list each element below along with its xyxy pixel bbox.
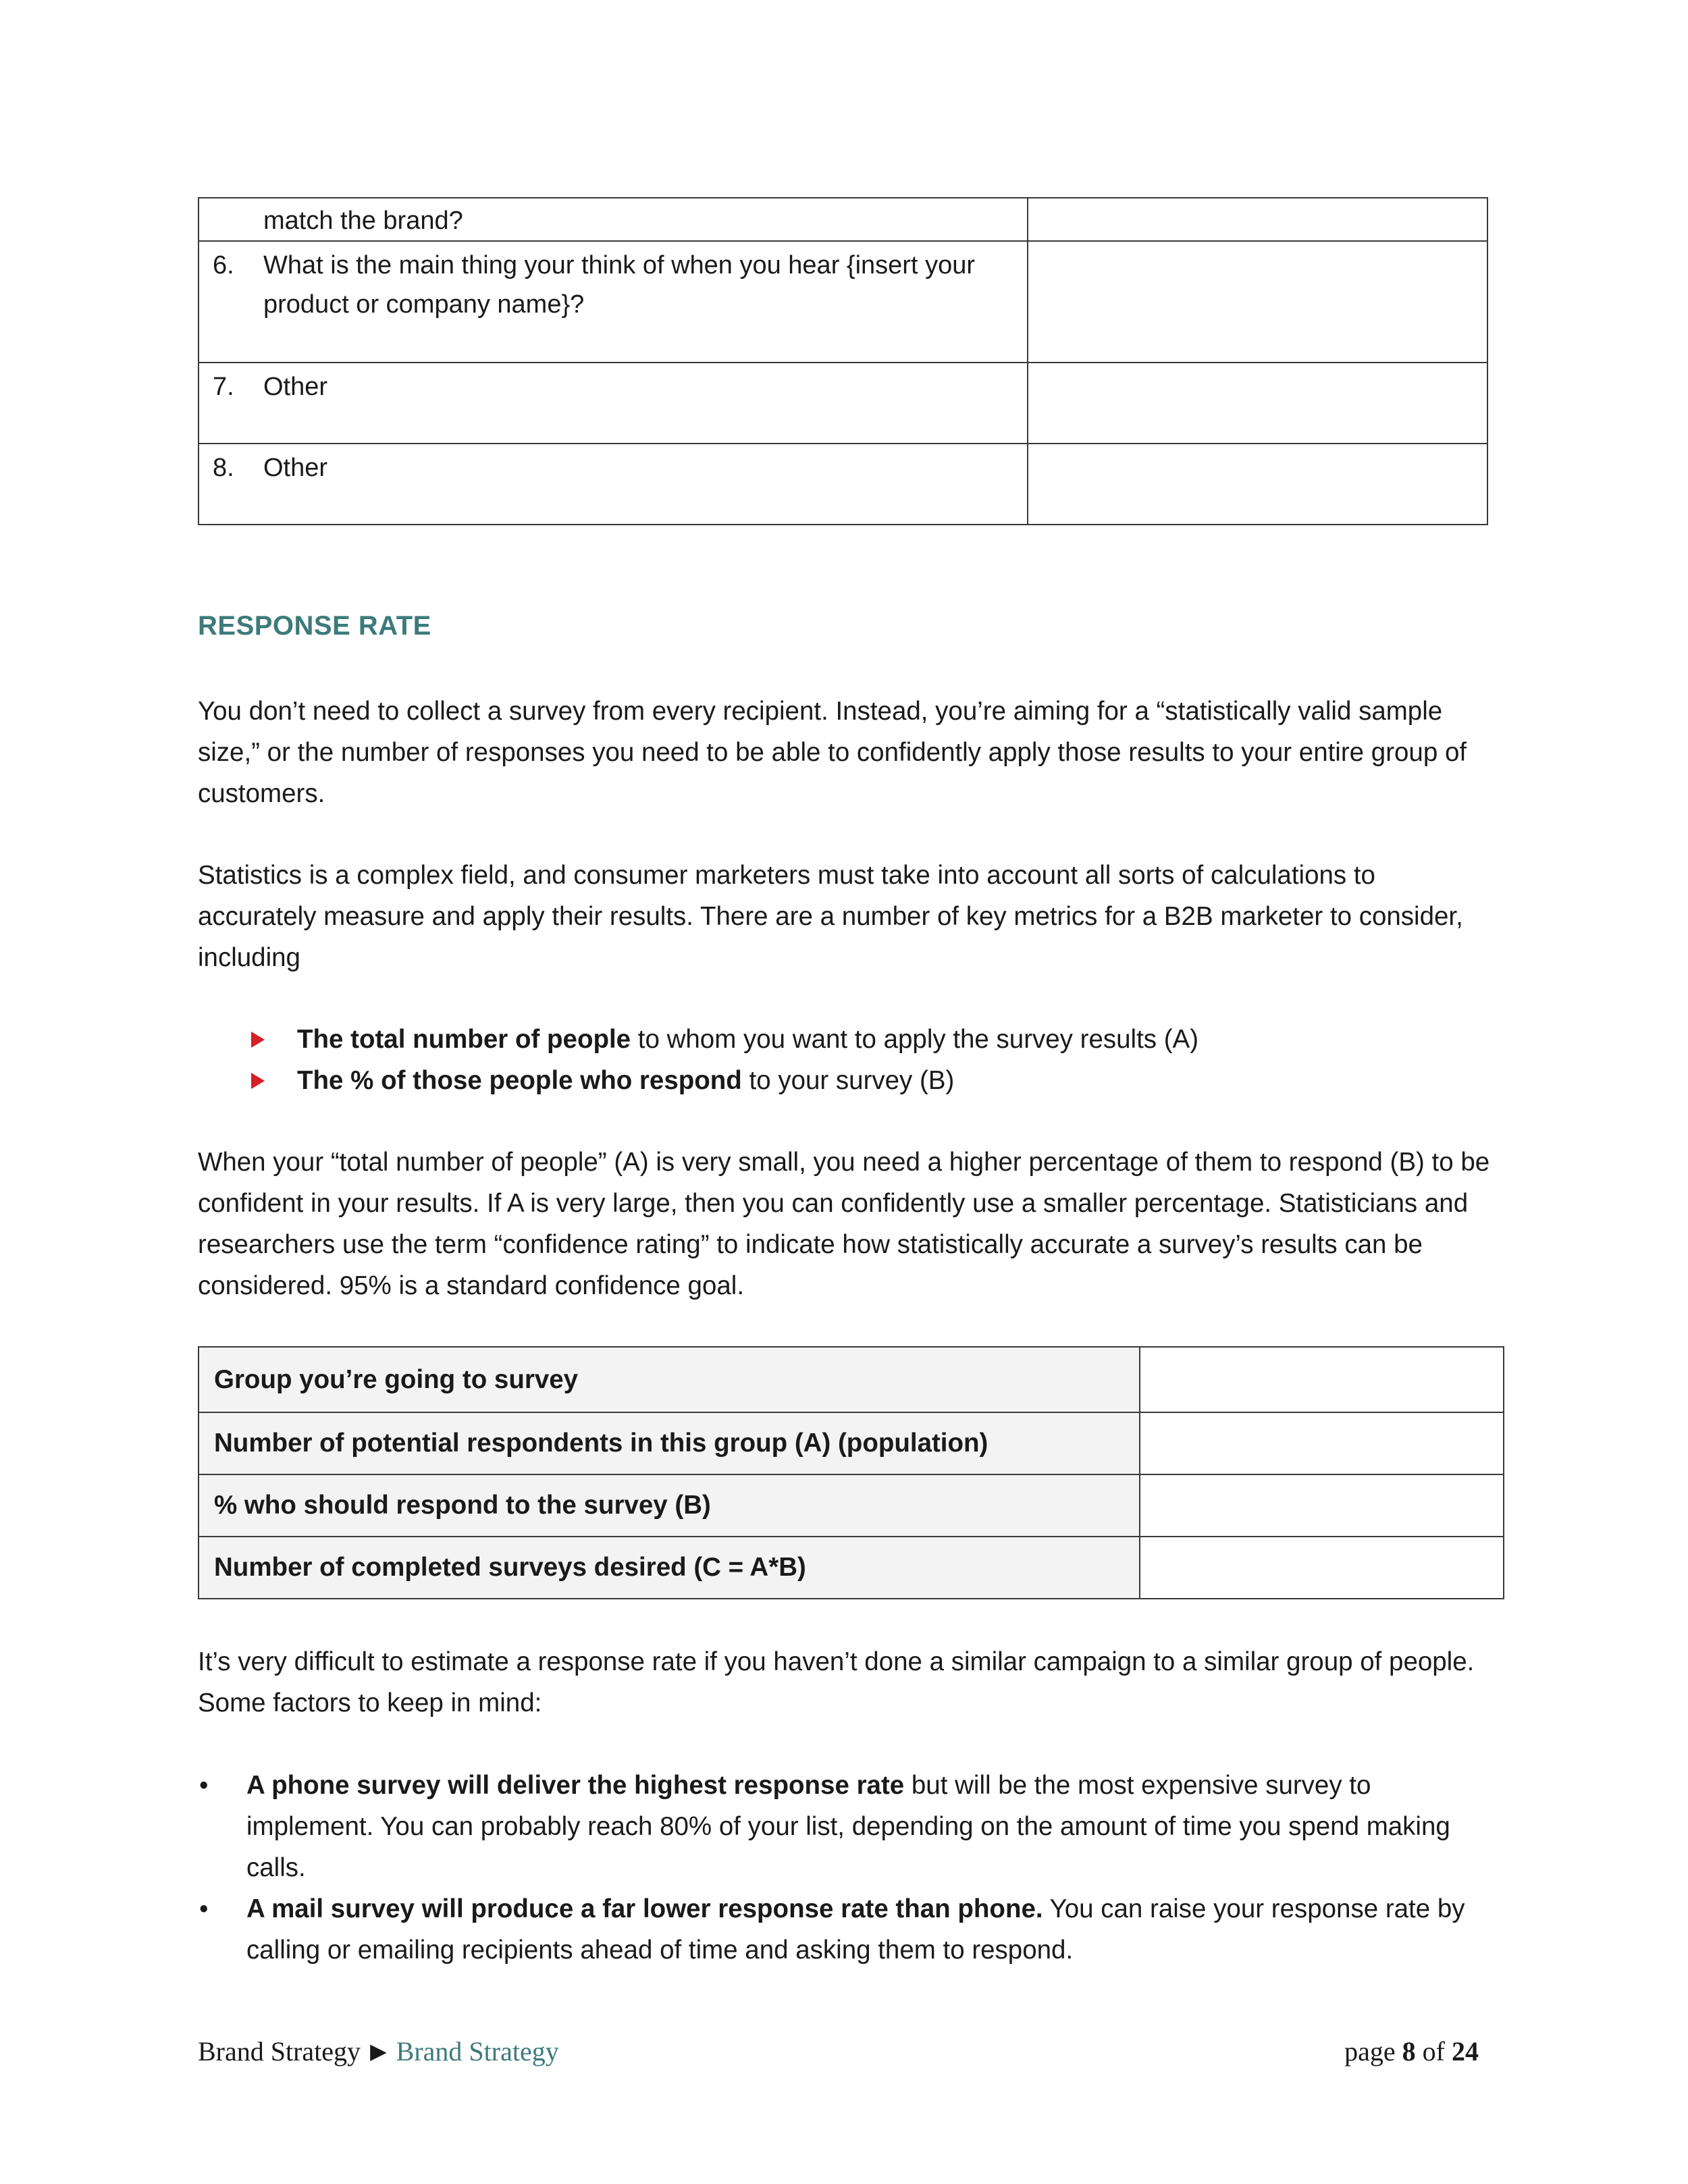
table-row: [199, 1412, 1504, 1474]
answer-cell: [1028, 363, 1487, 444]
row-label: Group you’re going to survey: [199, 1347, 1140, 1412]
list-item: [198, 1765, 1501, 1888]
question-text: Other: [263, 454, 328, 482]
row-value: [1140, 1347, 1504, 1412]
paragraph-intro: You don’t need to collect a survey from every recipient. Instead, you’re aiming for a “statistically valid sample size,” or the number of responses you need to be able to confidently apply those results to your entire group of customers.: [198, 697, 1467, 808]
answer-cell: [1028, 444, 1487, 525]
survey-calc-table: [198, 1346, 1504, 1599]
row-value: [1140, 1537, 1504, 1599]
breadcrumb-arrow-icon: ▶: [370, 2039, 387, 2063]
row-label: % who should respond to the survey (B): [199, 1474, 1140, 1537]
factors-list: [198, 1765, 1501, 1971]
table-row: [199, 1537, 1504, 1599]
list-item-text: but will be the most expensive survey to implement. You can probably reach 80% of your list, depending on the amount of time you spend making calls.: [246, 1771, 1450, 1882]
question-text: What is the main thing your think of when you hear {insert your product or company name}?: [263, 251, 975, 319]
question-number: 6.: [213, 251, 234, 279]
table-row: [199, 1474, 1504, 1537]
list-item-bold: The % of those people who respond: [297, 1066, 742, 1095]
page-indicator: [1344, 2035, 1479, 2067]
table-row: [199, 444, 1487, 525]
page-of: of: [1415, 2036, 1452, 2067]
table-row: [199, 363, 1487, 444]
list-item: [250, 1019, 1198, 1060]
triangle-bullet-icon: [251, 1073, 265, 1089]
list-item-bold: The total number of people: [297, 1025, 631, 1054]
question-cell: [199, 241, 1028, 363]
row-label: Number of potential respondents in this group (A) (population): [199, 1412, 1140, 1474]
page-number: 8: [1402, 2036, 1416, 2067]
list-item-text: to whom you want to apply the survey results (A): [631, 1025, 1199, 1054]
question-cell: [199, 363, 1028, 444]
bullet-dot-icon: •: [199, 1771, 209, 1800]
section-heading: RESPONSE RATE: [198, 611, 431, 641]
question-number: 7.: [213, 373, 234, 401]
paragraph-response-factors: It’s very difficult to estimate a response rate if you haven’t done a similar campaign to a similar group of people. Some factors to keep in mind:: [198, 1647, 1475, 1717]
list-item: [250, 1060, 1198, 1101]
question-cell: [199, 198, 1028, 241]
list-item-text: You can raise your response rate by calling or emailing recipients ahead of time and asking them to respond.: [246, 1894, 1465, 1965]
questions-table: [198, 197, 1488, 525]
footer-section-link[interactable]: Brand Strategy: [396, 2036, 559, 2067]
list-item-bold: A phone survey will deliver the highest response rate: [246, 1771, 905, 1800]
question-text: match the brand?: [263, 207, 463, 235]
row-value: [1140, 1474, 1504, 1537]
row-label: Number of completed surveys desired (C = A*B): [199, 1537, 1140, 1599]
list-item: [198, 1888, 1501, 1971]
list-item-bold: A mail survey will produce a far lower response rate than phone.: [246, 1894, 1043, 1923]
paragraph-confidence: When your “total number of people” (A) is very small, you need a higher percentage of them to respond (B) to be confident in your results. If A is very large, then you can confidently use a smaller percentage. Statisticians and researchers use the term “confidence rating” to indicate how statistically accurate a survey’s results can be considered. 95% is a standard confidence goal.: [198, 1148, 1490, 1300]
page-prefix: page: [1344, 2036, 1402, 2067]
question-number: 8.: [213, 454, 234, 482]
page-total: 24: [1452, 2036, 1479, 2067]
list-item-text: to your survey (B): [741, 1066, 955, 1095]
metrics-list: [250, 1019, 1198, 1101]
triangle-bullet-icon: [251, 1032, 265, 1048]
footer-breadcrumb: [198, 2035, 559, 2067]
question-cell: [199, 444, 1028, 525]
answer-cell: [1028, 198, 1487, 241]
question-text: Other: [263, 373, 328, 401]
bullet-dot-icon: •: [199, 1894, 209, 1923]
table-row: [199, 1347, 1504, 1412]
answer-cell: [1028, 241, 1487, 363]
footer-title: Brand Strategy: [198, 2036, 361, 2067]
table-row: [199, 241, 1487, 363]
table-row: [199, 198, 1487, 241]
row-value: [1140, 1412, 1504, 1474]
paragraph-statistics: Statistics is a complex field, and consumer marketers must take into account all sorts of calculations to accurately measure and apply their results. There are a number of key metrics for a B2B marketer to consider, including: [198, 861, 1463, 972]
